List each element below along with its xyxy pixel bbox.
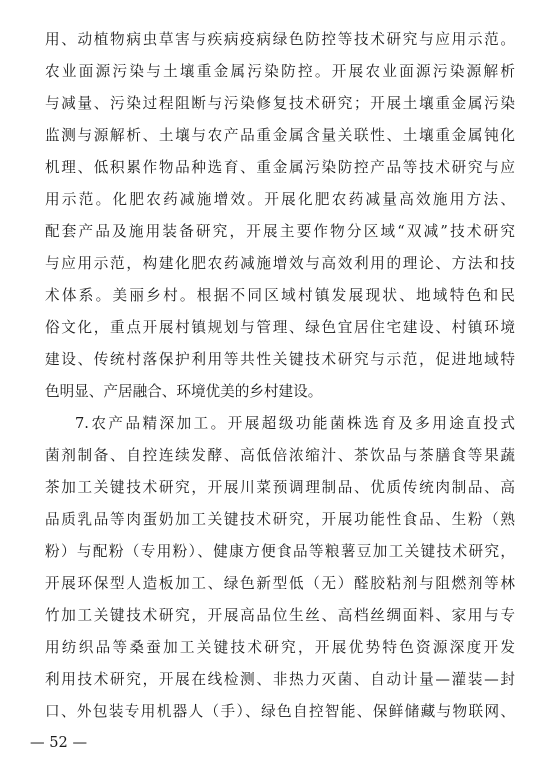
body-text-line: 粉）与配粉（专用粉）、健康方便食品等粮薯豆加工关键技术研究， bbox=[45, 543, 515, 560]
body-text-line: 口、外包装专用机器人（手）、绿色自控智能、保鲜储藏与物联网、 bbox=[45, 703, 515, 720]
body-text-line: 开展环保型人造板加工、绿色新型低（无）醛胶粘剂与阻燃剂等林 bbox=[45, 575, 515, 592]
section-heading-line: 7.农产品精深加工。开展超级功能菌株选育及多用途直投式 bbox=[75, 415, 515, 432]
body-text-line: 术体系。美丽乡村。根据不同区域村镇发展现状、地域特色和民 bbox=[45, 287, 515, 304]
body-text-line: 菌剂制备、自控连续发酵、高低倍浓缩汁、茶饮品与茶膳食等果蔬 bbox=[45, 447, 515, 464]
body-text-line: 俗文化，重点开展村镇规划与管理、绿色宜居住宅建设、村镇环境 bbox=[45, 319, 515, 336]
body-text-line: 配套产品及施用装备研究，开展主要作物分区域“双减”技术研究 bbox=[45, 223, 515, 240]
body-text-line: 用、动植物病虫草害与疾病疫病绿色防控等技术研究与应用示范。 bbox=[45, 31, 515, 48]
body-text-line: 监测与源解析、土壤与农产品重金属含量关联性、土壤重金属钝化 bbox=[45, 127, 515, 144]
body-text-line: 与减量、污染过程阻断与污染修复技术研究；开展土壤重金属污染 bbox=[45, 95, 515, 112]
body-text-line: 茶加工关键技术研究，开展川菜预调理制品、优质传统肉制品、高 bbox=[45, 479, 515, 496]
body-text-line: 用示范。化肥农药减施增效。开展化肥农药减量高效施用方法、 bbox=[45, 191, 515, 208]
body-text-line: 利用技术研究，开展在线检测、非热力灭菌、自动计量—灌装—封 bbox=[45, 671, 515, 688]
body-text-line: 农业面源污染与土壤重金属污染防控。开展农业面源污染源解析 bbox=[45, 63, 515, 80]
body-text-line: 机理、低积累作物品种选育、重金属污染防控产品等技术研究与应 bbox=[45, 159, 515, 176]
body-text-line: 竹加工关键技术研究，开展高品位生丝、高档丝绸面料、家用与专 bbox=[45, 607, 515, 624]
body-text-line: 与应用示范，构建化肥农药减施增效与高效利用的理论、方法和技 bbox=[45, 255, 515, 272]
body-text-line: 品质乳品等肉蛋奶加工关键技术研究，开展功能性食品、生粉（熟 bbox=[45, 511, 515, 528]
body-text-line: 色明显、产居融合、环境优美的乡村建设。 bbox=[45, 383, 323, 400]
body-text-line: 建设、传统村落保护利用等共性关键技术研究与示范，促进地域特 bbox=[45, 351, 515, 368]
body-text-line: 用纺织品等桑蚕加工关键技术研究，开展优势特色资源深度开发 bbox=[45, 639, 515, 656]
page-number: — 52 — bbox=[30, 734, 88, 751]
